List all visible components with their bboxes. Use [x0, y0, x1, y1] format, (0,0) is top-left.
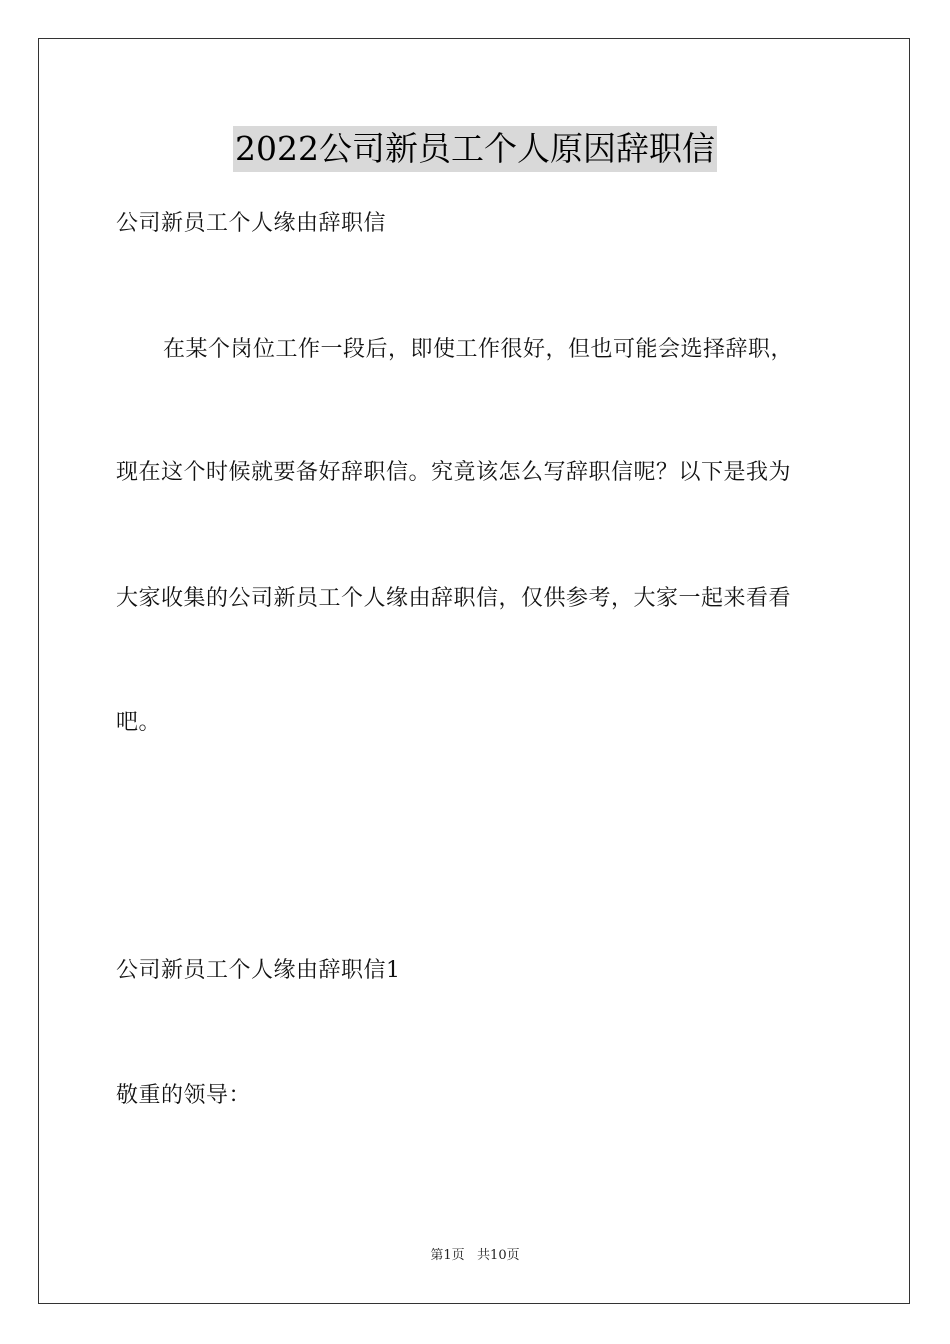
intro-line-2: 现在这个时候就要备好辞职信。究竟该怎么写辞职信呢？以下是我为 — [116, 460, 792, 485]
intro-line-4: 吧。 — [116, 710, 162, 735]
intro-line-3: 大家收集的公司新员工个人缘由辞职信，仅供参考，大家一起来看看 — [116, 586, 792, 611]
salutation: 敬重的领导： — [116, 1083, 252, 1108]
intro-line-1: 在某个岗位工作一段后，即使工作很好，但也可能会选择辞职， — [163, 337, 794, 362]
section-heading: 公司新员工个人缘由辞职信1 — [116, 958, 401, 983]
document-subtitle: 公司新员工个人缘由辞职信 — [116, 211, 387, 236]
document-title: 2022公司新员工个人原因辞职信 — [233, 126, 717, 172]
page-number-footer: 第1页 共10页 — [430, 1248, 520, 1263]
title-container — [0, 126, 950, 172]
